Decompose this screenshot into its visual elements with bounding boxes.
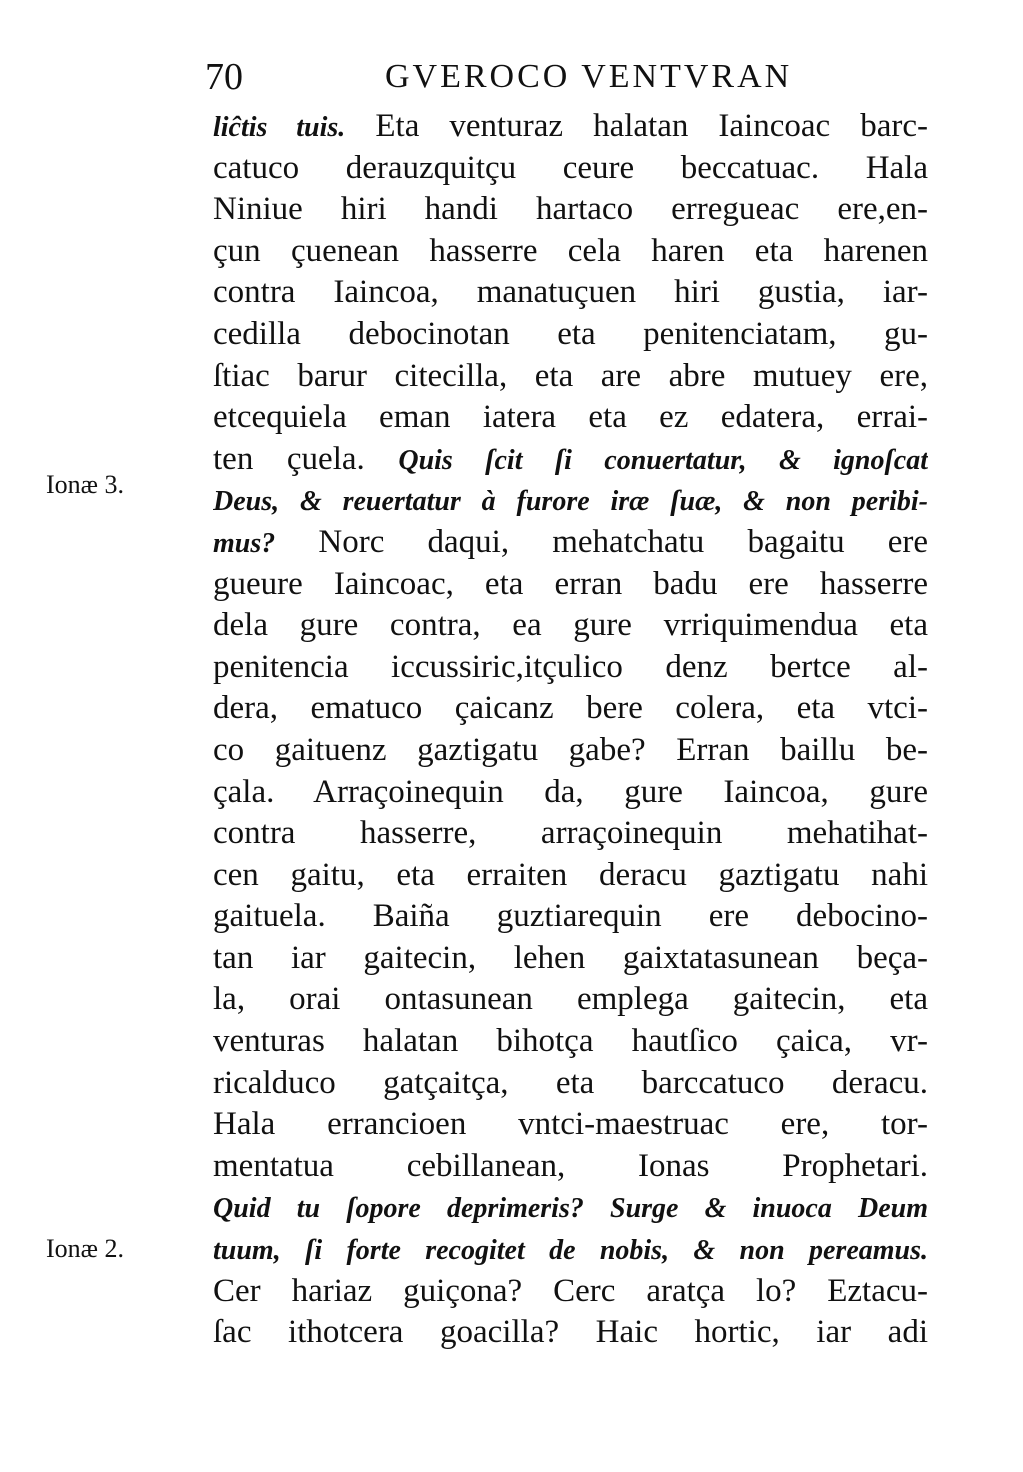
basque-text: contra Iaincoa, manatuçuen hiri gustia, iar- <box>213 274 928 311</box>
text-line <box>213 1104 928 1146</box>
running-head: GVEROCO VENTVRAN <box>385 58 793 95</box>
basque-text: Norc daqui, mehatchatu bagaitu ere <box>275 523 928 560</box>
latin-quotation: liĉtis tuis. <box>213 112 346 143</box>
basque-text: Cer hariaz guiçona? Cerc aratça lo? Eztacu- <box>213 1272 928 1309</box>
latin-quotation: mus? <box>213 527 276 559</box>
basque-text: la, orai ontasunean emplega gaitecin, eta <box>213 981 928 1018</box>
basque-text: gueure Iaincoac, eta erran badu ere hasserre <box>213 565 928 602</box>
text-line <box>213 1146 928 1188</box>
text-line <box>213 1063 928 1105</box>
page-number: 70 <box>205 56 243 98</box>
text-line <box>213 772 928 814</box>
latin-quotation: tuum, ſi forte recogitet de nobis, & non pereamus. <box>213 1235 928 1267</box>
basque-text: tan iar gaitecin, lehen gaixtatasunean beça- <box>213 939 928 976</box>
latin-quotation: Quid tu ſopore deprimeris? Surge & inuoca Deum <box>213 1193 928 1225</box>
basque-text: ten çuela. <box>213 440 399 477</box>
text-line <box>213 605 928 647</box>
basque-text: ſac ithotcera goacilla? Haic hortic, iar adi <box>213 1314 928 1351</box>
text-line <box>213 1021 928 1063</box>
basque-text: cedilla debocinotan eta penitenciatam, gu- <box>213 315 928 352</box>
text-line <box>213 896 928 938</box>
text-line <box>213 480 928 522</box>
text-line <box>213 106 928 148</box>
basque-text: çala. Arraçoinequin da, gure Iaincoa, gure <box>213 773 928 810</box>
text-line <box>213 647 928 689</box>
text-line <box>213 564 928 606</box>
text-line <box>213 148 928 190</box>
basque-text: mentatua cebillanean, Ionas Prophetari. <box>213 1147 928 1184</box>
text-line <box>213 439 928 481</box>
basque-text: cen gaitu, eta erraiten deracu gaztigatu nahi <box>213 856 928 893</box>
text-line <box>213 1229 928 1271</box>
text-line <box>213 688 928 730</box>
basque-text: ſtiac barur citecilla, eta are abre mutuey ere, <box>213 357 928 394</box>
page-header <box>205 52 815 102</box>
margin-note-1: Ionæ 3. <box>46 470 124 499</box>
text-line <box>213 813 928 855</box>
basque-text: contra hasserre, arraçoinequin mehatihat- <box>213 815 928 852</box>
text-line <box>213 314 928 356</box>
basque-text: Niniue hiri handi hartaco erregueac ere,en- <box>213 191 928 228</box>
text-line <box>213 979 928 1021</box>
text-line <box>213 397 928 439</box>
basque-text: penitencia iccussiric,itçulico denz bertce al- <box>213 648 928 685</box>
text-line <box>213 522 928 564</box>
basque-text: etcequiela eman iatera eta ez edatera, errai- <box>213 399 928 436</box>
text-line <box>213 938 928 980</box>
text-line <box>213 272 928 314</box>
latin-quotation: Deus, & reuertatur à furore iræ ſuæ, & non peribi- <box>213 486 928 518</box>
text-line <box>213 231 928 273</box>
basque-text: Hala errancioen vntci-maestruac ere, tor- <box>213 1106 928 1143</box>
basque-text: gaituela. Baiña guztiarequin ere debocino- <box>213 898 928 935</box>
text-line <box>213 855 928 897</box>
margin-note-2: Ionæ 2. <box>46 1234 124 1263</box>
basque-text: dera, ematuco çaicanz bere colera, eta vtci- <box>213 690 928 727</box>
basque-text: Eta venturaz halatan Iaincoac barc- <box>345 108 928 144</box>
basque-text: ricalduco gatçaitça, eta barccatuco deracu. <box>213 1064 928 1101</box>
text-line <box>213 189 928 231</box>
basque-text: co gaituenz gaztigatu gabe? Erran baillu be- <box>213 731 928 768</box>
text-line <box>213 1271 928 1313</box>
text-line <box>213 356 928 398</box>
basque-text: catuco derauzquitçu ceure beccatuac. Hala <box>213 149 928 186</box>
text-line <box>213 1187 928 1229</box>
latin-quotation: Quis ſcit ſi conuertatur, & ignoſcat <box>398 444 928 476</box>
text-line <box>213 730 928 772</box>
body-text <box>213 106 928 1354</box>
basque-text: venturas halatan bihotça hautſico çaica, vr- <box>213 1023 928 1060</box>
basque-text: dela gure contra, ea gure vrriquimendua eta <box>213 607 928 644</box>
basque-text: çun çuenean hasserre cela haren eta harenen <box>213 232 928 269</box>
text-line <box>213 1312 928 1354</box>
